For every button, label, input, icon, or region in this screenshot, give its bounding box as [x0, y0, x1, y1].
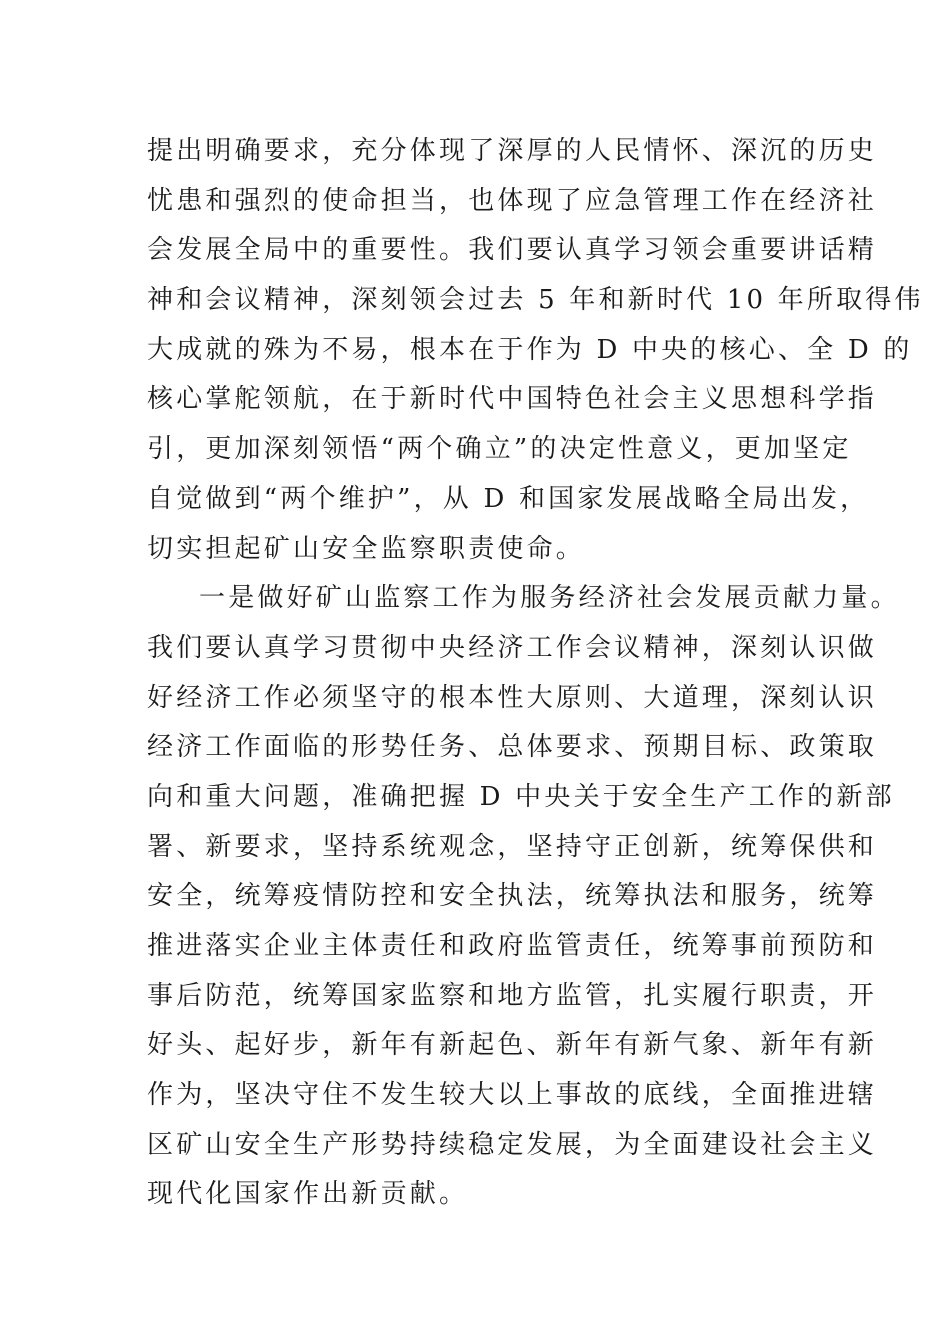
text-line: 区矿山安全生产形势持续稳定发展，为全面建设社会主义: [147, 1129, 878, 1160]
text-line: 向和重大问题，准确把握 D 中央关于安全生产工作的新部: [147, 781, 895, 812]
paragraph-2: [147, 574, 900, 1220]
text-line: 好头、起好步，新年有新起色、新年有新气象、新年有新: [147, 1030, 878, 1061]
text-line: 我们要认真学习贯彻中央经济工作会议精神，深刻认识做: [147, 632, 878, 663]
text-line: 切实担起矿山安全监察职责使命。: [147, 533, 586, 564]
text-line: 事后防范，统筹国家监察和地方监管，扎实履行职责，开: [147, 980, 878, 1011]
body-text: [147, 127, 924, 1220]
text-line: 自觉做到“两个维护”，从 D 和国家发展战略全局出发，: [147, 483, 870, 514]
paragraph-1: [147, 127, 924, 574]
text-line: 提出明确要求，充分体现了深厚的人民情怀、深沉的历史: [147, 136, 878, 166]
text-line: 好经济工作必须坚守的根本性大原则、大道理，深刻认识: [147, 682, 878, 713]
text-line: 作为，坚决守住不发生较大以上事故的底线，全面推进辖: [147, 1080, 878, 1111]
text-line: 引，更加深刻领悟“两个确立”的决定性意义，更加坚定: [147, 434, 852, 465]
text-line: 核心掌舵领航，在于新时代中国特色社会主义思想科学指: [147, 384, 878, 415]
text-line: 大成就的殊为不易，根本在于作为 D 中央的核心、全 D 的: [147, 334, 913, 365]
text-line: 会发展全局中的重要性。我们要认真学习领会重要讲话精: [147, 235, 878, 266]
text-line: 推进落实企业主体责任和政府监管责任，统筹事前预防和: [147, 931, 878, 961]
text-line: 安全，统筹疫情防控和安全执法，统筹执法和服务，统筹: [147, 881, 878, 912]
text-line: 经济工作面临的形势任务、总体要求、预期目标、政策取: [147, 732, 878, 763]
text-line: 忧患和强烈的使命担当，也体现了应急管理工作在经济社: [147, 185, 878, 216]
text-line: 署、新要求，坚持系统观念，坚持守正创新，统筹保供和: [147, 831, 878, 862]
text-line: 一是做好矿山监察工作为服务经济社会发展贡献力量。: [199, 583, 900, 614]
text-line: 神和会议精神，深刻领会过去 5 年和新时代 10 年所取得伟: [147, 285, 924, 316]
text-line: 现代化国家作出新贡献。: [147, 1179, 469, 1210]
